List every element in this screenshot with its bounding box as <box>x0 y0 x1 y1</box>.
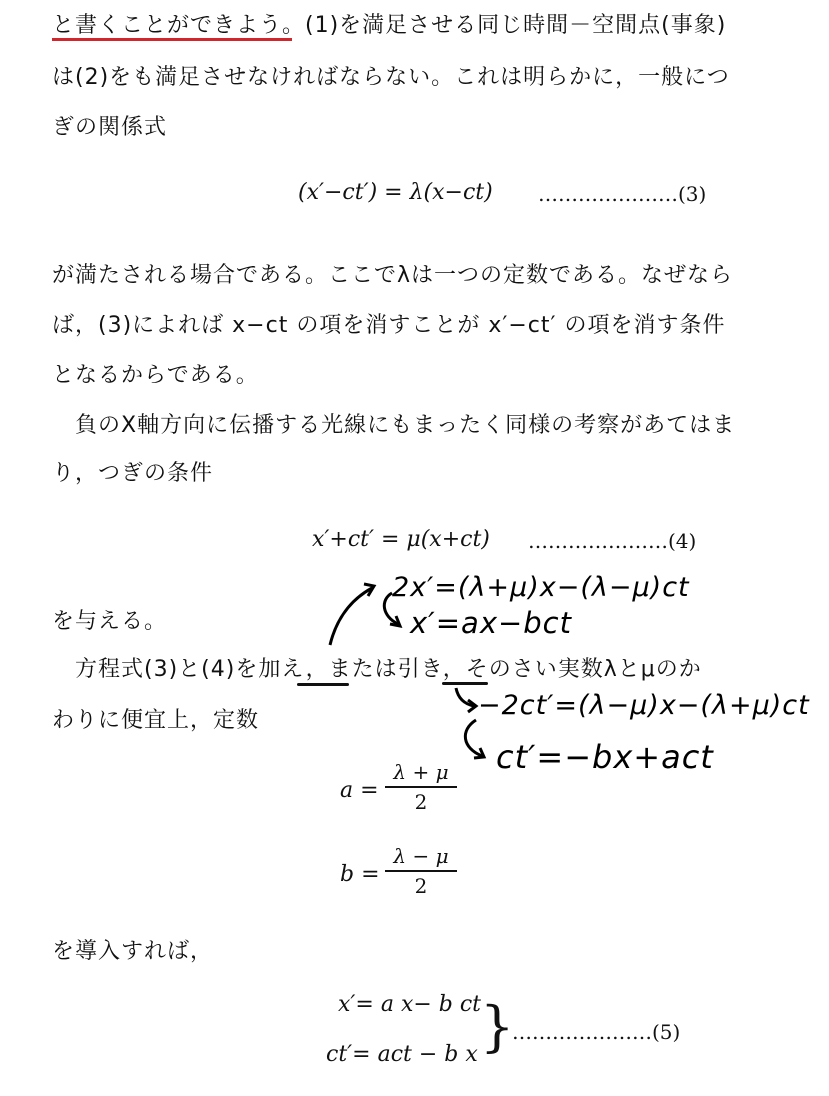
equation-5b: ct′= act − b x <box>326 1042 478 1067</box>
text-line-5: ば，(3)によれば x−ct の項を消すことが x′−ct′ の項を消す条件 <box>52 313 726 338</box>
b-numerator: λ − μ <box>393 844 449 868</box>
arrow-up-curve <box>330 588 372 645</box>
equation-5a: x′= a x− b ct <box>338 992 482 1017</box>
b-denominator: 2 <box>414 873 428 898</box>
b-definition-lhs: b = <box>340 862 380 887</box>
text-line-4: が満たされる場合である。ここでλは一つの定数である。なぜなら <box>52 263 734 288</box>
equation-4-number: …………………(4) <box>528 529 697 553</box>
handwritten-note-3: −2ct′=(λ−μ)x−(λ+μ)ct <box>478 690 810 721</box>
text-line-7: 負のX軸方向に伝播する光線にもまったく同様の考察があてはま <box>75 413 736 438</box>
a-numerator: λ + μ <box>393 760 449 784</box>
text-line-12: を導入すれば， <box>52 939 214 964</box>
arrow-down-curve-2 <box>465 720 482 756</box>
text-line-8: り，つぎの条件 <box>52 461 214 486</box>
text-line-3: ぎの関係式 <box>52 115 168 140</box>
right-brace: } <box>480 995 515 1058</box>
text-line-2: は(2)をも満足させなければならない。これは明らかに，一般につ <box>52 65 730 90</box>
a-denominator: 2 <box>414 789 428 814</box>
equation-4: x′+ct′ = μ(x+ct) <box>312 527 490 552</box>
text-line-10: 方程式(3)と(4)を加え，または引き，そのさい実数λとμのか <box>75 657 702 682</box>
a-definition-lhs: a = <box>340 778 379 803</box>
equation-3-number: …………………(3) <box>538 182 707 206</box>
equation-5-number: …………………(5) <box>512 1020 681 1044</box>
text-line-6: となるからである。 <box>52 363 259 388</box>
text-line-11: わりに便宜上，定数 <box>52 708 260 733</box>
handwritten-note-1: 2x′=(λ+μ)x−(λ−μ)ct <box>392 572 690 603</box>
equation-3: (x′−ct′) = λ(x−ct) <box>298 180 493 205</box>
handwritten-note-4: ct′=−bx+act <box>496 738 714 776</box>
text-line-1: と書くことができよう。(1)を満足させる同じ時間－空間点(事象) <box>52 13 727 38</box>
handwritten-note-2: x′=ax−bct <box>410 606 573 640</box>
text-line-9: を与える。 <box>52 609 168 634</box>
